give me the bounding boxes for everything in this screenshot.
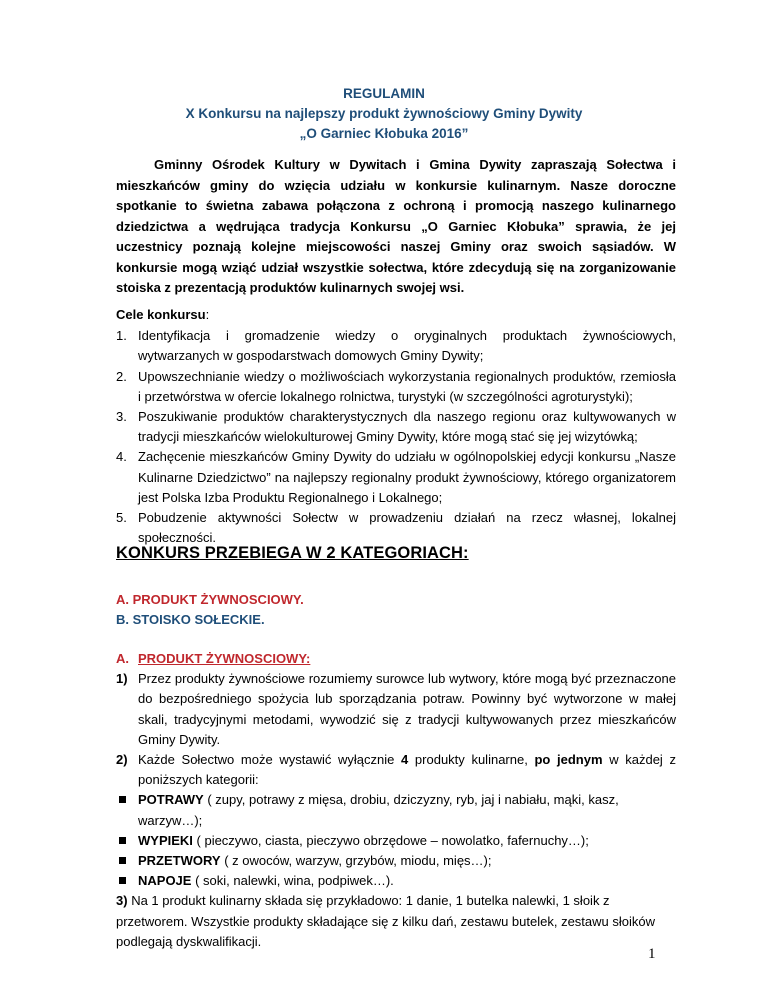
rule-2: 2) Każde Sołectwo może wystawić wyłącznie 4 produkty kulinarne, po jednym w każdej z poniższych kategorii: [116,752,676,788]
section-a-heading: A. PRODUKT ŻYWNOSCIOWY: [116,651,311,666]
goal-item: 3. Poszukiwanie produktów charakterystycznych dla naszego regionu oraz kultywowanych w tradycji mieszkańców wielokulturowej Gminy Dywity, które mogą stać się jej wizytówką; [116,409,676,445]
goal-item: 5. Pobudzenie aktywności Sołectw w prowadzeniu działań na rzecz własnej, lokalnej społeczności. [116,510,676,546]
goal-item: 1. Identyfikacja i gromadzenie wiedzy o oryginalnych produktach żywnościowych, wytwarzanych w gospodarstwach domowych Gminy Dywity; [116,328,676,364]
goals-section [116,305,676,548]
goal-item: 2. Upowszechnianie wiedzy o możliwościach wykorzystania regionalnych produktów, rzemiosła i przetwórstwa w ofercie lokalnego rolnictwa, turystyki (w szczególności agroturystyki); [116,368,676,404]
title-edition: „O Garniec Kłobuka 2016” [299,126,469,141]
page-number: 1 [648,946,656,962]
section-a [116,649,676,952]
bullet-item: POTRAWY ( zupy, potrawy z mięsa, drobiu, dziczyzny, ryb, jaj i nabiału, mąki, kasz, warzyw…); [116,790,676,830]
square-bullet-icon [119,837,126,844]
category-b: B. STOISKO SOŁECKIE. [116,612,265,627]
bullet-item: PRZETWORY ( z owoców, warzyw, grzybów, miodu, mięs…); [116,851,676,871]
rule-1: 1) Przez produkty żywnościowe rozumiemy surowce lub wytwory, które mogą być przeznaczone do bezpośredniego spożycia lub sporządzania potraw. Powinny być wytworzone w małej skali, tradycyjnymi metodami, wywodzić się z tradycji kultywowanych przez mieszkańców Gminy Dywity. [116,671,676,747]
bullet-item: NAPOJE ( soki, nalewki, wina, podpiwek…). [116,871,676,891]
square-bullet-icon [119,877,126,884]
square-bullet-icon [119,796,126,803]
intro-paragraph [116,155,676,299]
title-block [0,84,768,144]
goals-label: Cele konkursu: [116,307,210,322]
title-contest: X Konkursu na najlepszy produkt żywnościowy Gminy Dywity [185,106,583,121]
intro-text: Gminny Ośrodek Kultury w Dywitach i Gmina Dywity zapraszają Sołectwa i mieszkańców gminy do wzięcia udziału w konkursie kulinarnym. Nasze doroczne spotkanie to świetna zabawa połączona z ochroną i promocją naszego kulinarnego dziedzictwa a wędrująca tradycja Konkursu „O Garniec Kłobuka” sprawia, że jej uczestnicy poznają kolejne miejscowości naszej Gminy oraz swoich sąsiadów. W konkursie mogą wziąć udział wszystkie sołectwa, które zdecydują się na zorganizowanie stoiska z prezentacją produktów kulinarnych swojej wsi. [116,157,676,295]
bullet-item: WYPIEKI ( pieczywo, ciasta, pieczywo obrzędowe – nowolatko, fafernuchy…); [116,831,676,851]
goal-item: 4. Zachęcenie mieszkańców Gminy Dywity do udziału w ogólnopolskiej edycji konkursu „Nasze Kulinarne Dziedzictwo” na najlepszy regionalny produkt żywnościowy, którego organizatorem jest Polska Izba Produktu Regionalnego i Lokalnego; [116,449,676,505]
square-bullet-icon [119,857,126,864]
goals-list [116,326,676,548]
categories-heading: KONKURS PRZEBIEGA W 2 KATEGORIACH: [116,544,469,562]
title-regulamin: REGULAMIN [343,86,425,101]
rule-3: 3) Na 1 produkt kulinarny składa się przykładowo: 1 danie, 1 butelka nalewki, 1 słoik z przetworem. Wszystkie produkty składające się z kilku dań, zestawu butelek, zestawu słoików podlegają dyskwalifikacji. [116,893,655,949]
category-a: A. PRODUKT ŻYWNOSCIOWY. [116,592,304,607]
